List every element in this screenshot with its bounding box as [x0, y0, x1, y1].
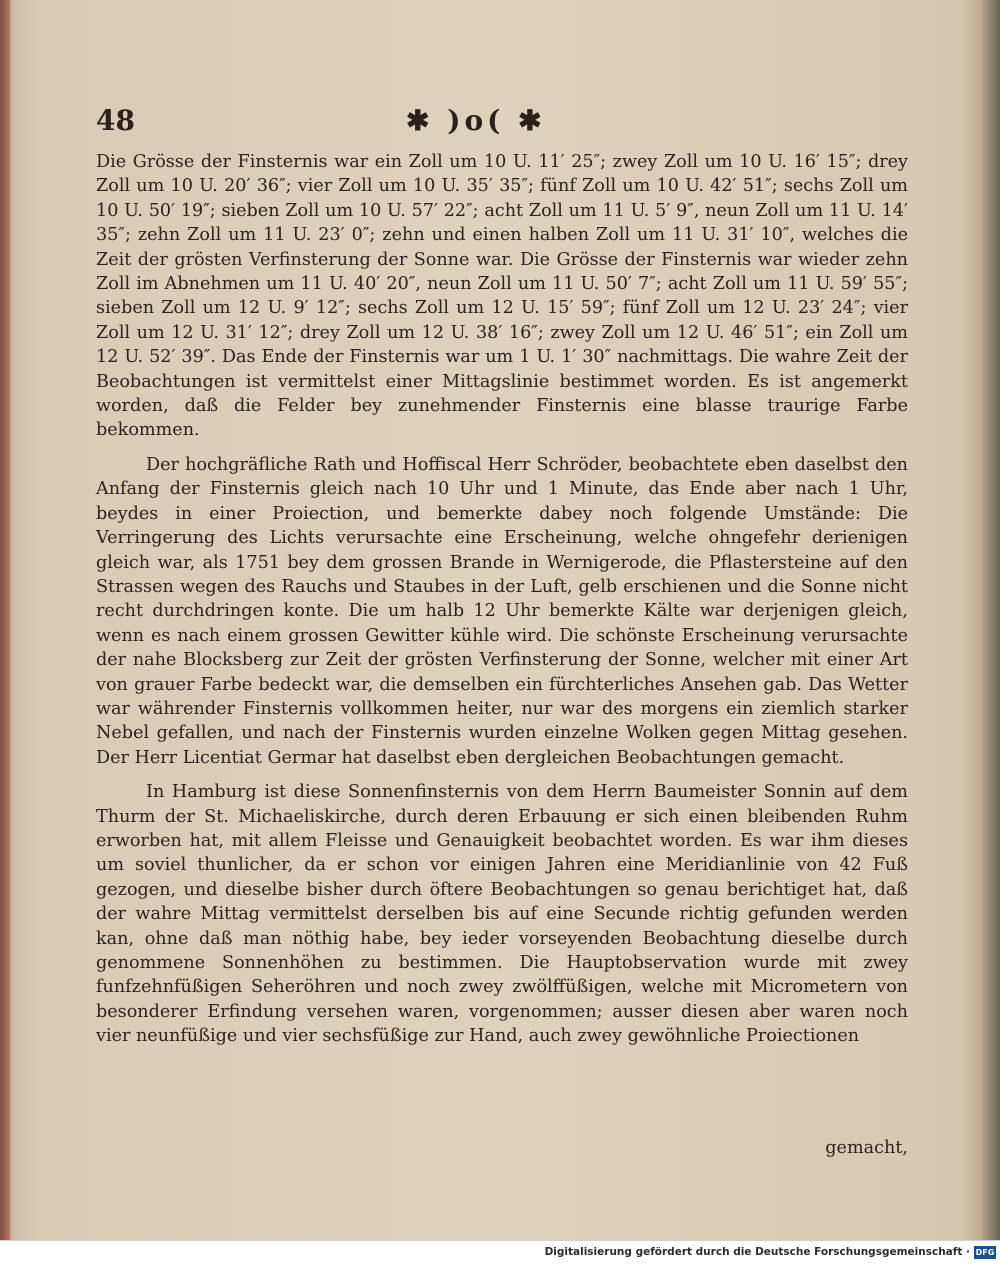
page-number: 48 — [96, 104, 135, 137]
paragraph-eclipse-timings: Die Grösse der Finsternis war ein Zoll um 10 U. 11′ 25″; zwey Zoll um 10 U. 16′ 15″; drey Zoll um 10 U. 20′ 36″; vier Zoll um 10 U. 35′ 35″; fünf Zoll um 10 U. 42′ 51″; sechs Zoll um 10 U. 50′ 19″; sieben Zoll um 10 U. 57′ 22″; acht Zoll um 11 U. 5′ 9″, neun Zoll um 11 U. 14′ 35″; zehn Zoll um 11 U. 23′ 0″; zehn und einen halben Zoll um 11 U. 31′ 10″, welches die Zeit der grösten Verfinsterung der Sonne war. Die Grösse der Finsternis war wieder zehn Zoll im Abnehmen um 11 U. 40′ 20″, neun Zoll um 11 U. 50′ 7″; acht Zoll um 11 U. 59′ 55″; sieben Zoll um 12 U. 9′ 12″; sechs Zoll um 12 U. 15′ 59″; fünf Zoll um 12 U. 23′ 24″; vier Zoll um 12 U. 31′ 12″; drey Zoll um 12 U. 38′ 16″; zwey Zoll um 12 U. 46′ 51″; ein Zoll um 12 U. 52′ 39″. Das Ende der Finsternis war um 1 U. 1′ 30″ nachmittags. Die wahre Zeit der Beobachtungen ist vermittelst einer Mittagslinie bestimmet worden. Es ist angemerkt worden, daß die Felder bey zunehmender Finsternis eine blasse traurige Farbe bekommen. — [96, 152, 908, 441]
paragraph-hamburg-observation: In Hamburg ist diese Sonnenfinsternis von dem Herrn Baumeister Sonnin auf dem Thurm der St. Michaeliskirche, durch deren Erbauung er sich einen bleibenden Ruhm erworben hat, mit allem Fleisse und Genauigkeit beobachtet worden. Es war ihm dieses um soviel thunlicher, da er schon vor einigen Jahren eine Meridianlinie von 42 Fuß gezogen, und dieselbe bisher durch öftere Beobachtungen so genau berichtiget hat, daß der wahre Mittag vermittelst derselben bis auf eine Secunde richtig gefunden werden kan, ohne daß man nöthig habe, bey ieder vorseyenden Beobachtung dieselbe durch genommene Sonnenhöhen zu bestimmen. Die Hauptobservation wurde mit zwey funfzehnfüßigen Seheröhren und noch zwey zwölffüßigen, welche mit Micrometern von besonderer Erfindung versehen waren, vorgenommen; ausser diesen aber waren noch vier neunfüßige und vier sechsfüßige zur Hand, auch zwey gewöhnliche Proiectionen — [96, 782, 908, 1047]
funding-credit: Digitalisierung gefördert durch die Deutsche Forschungsgemeinschaft · — [544, 1246, 970, 1258]
footer-bar — [0, 1240, 1000, 1265]
page-edge-left — [0, 0, 10, 1240]
dfg-logo: DFG — [975, 1248, 995, 1257]
page-header — [96, 104, 908, 144]
catchword: gemacht, — [825, 1138, 908, 1158]
header-ornament: ✱ )o( ✱ — [406, 104, 546, 137]
body-text — [96, 150, 908, 1059]
page-edge-right — [982, 0, 1000, 1240]
paragraph-schroeder-observation: Der hochgräfliche Rath und Hoffiscal Herr Schröder, beobachtete eben daselbst den Anfang der Finsternis gleich nach 10 Uhr und 1 Minute, das Ende aber nach 1 Uhr, beydes in einer Proiection, und bemerkte dabey noch folgende Umstände: Die Verringerung des Lichts verursachte eine Erscheinung, welche ohngefehr derienigen gleich war, als 1751 bey dem grossen Brande in Wernigerode, die Pflastersteine auf den Strassen wegen des Rauchs und Staubes in der Luft, gelb erschienen und die Sonne nicht recht durchdringen konte. Die um halb 12 Uhr bemerkte Kälte war derjenigen gleich, wenn es nach einem grossen Gewitter kühle wird. Die schönste Erscheinung verursachte der nahe Blocksberg zur Zeit der grösten Verfinsterung der Sonne, welcher mit einer Art von grauer Farbe bedeckt war, die demselben ein fürchterliches Ansehen gab. Das Wetter war währender Finsternis vollkommen heiter, nur war des morgens ein ziemlich starker Nebel gefallen, und nach der Finsternis wurden einzelne Wolken gegen Mittag gesehen. Der Herr Licentiat Germar hat daselbst eben dergleichen Beobachtungen gemacht. — [96, 454, 908, 768]
